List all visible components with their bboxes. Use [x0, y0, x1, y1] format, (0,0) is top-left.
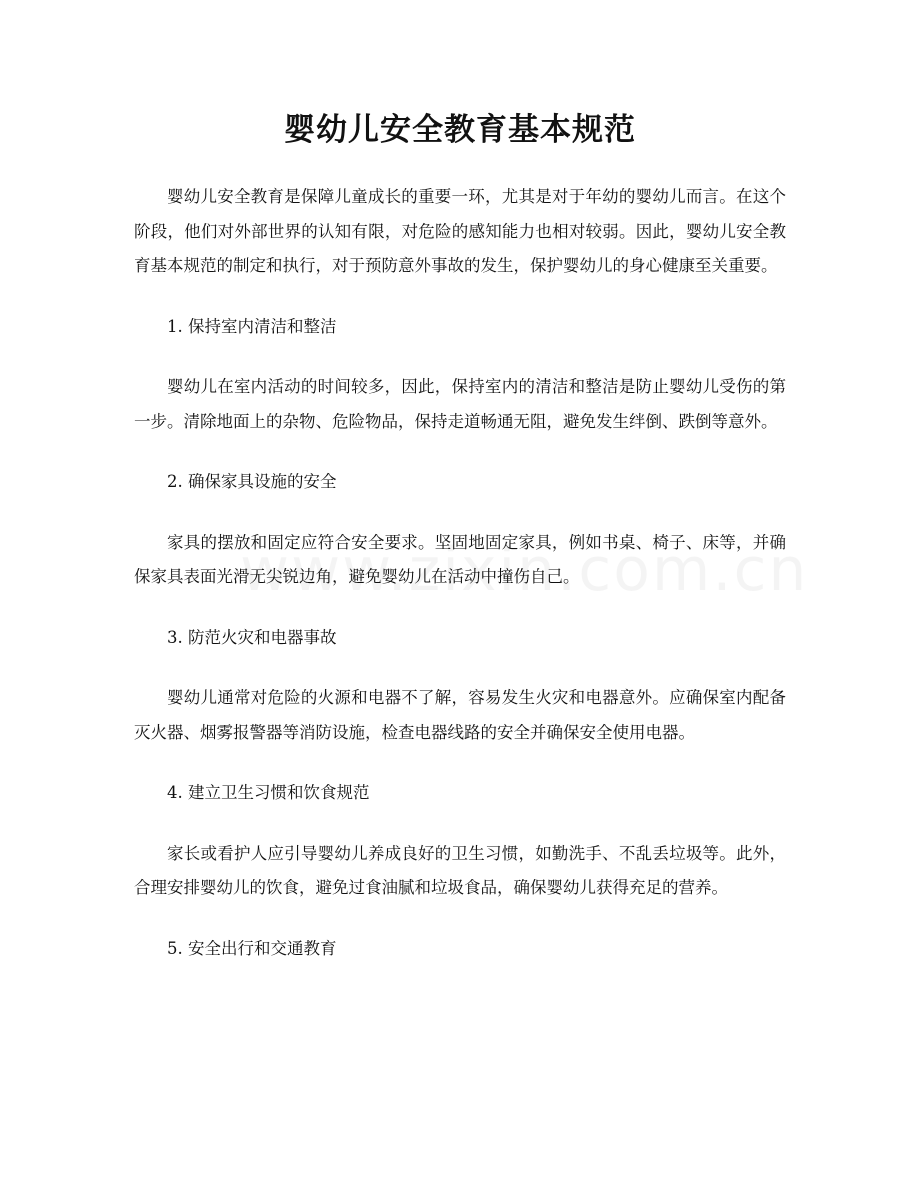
section-heading-1: 1. 保持室内清洁和整洁 — [167, 316, 337, 336]
document-body — [134, 180, 786, 992]
document-title: 婴幼儿安全教育基本规范 — [284, 112, 636, 148]
section-body-4: 家长或看护人应引导婴幼儿养成良好的卫生习惯，如勤洗手、不乱丢垃圾等。此外，合理安排婴幼儿的饮食，避免过食油腻和垃圾食品，确保婴幼儿获得充足的营养。 — [134, 843, 786, 897]
section-heading-2: 2. 确保家具设施的安全 — [167, 472, 337, 491]
section-body-2: 家具的摆放和固定应符合安全要求。坚固地固定家具，例如书桌、椅子、床等，并确保家具表面光滑无尖锐边角，避免婴幼儿在活动中撞伤自己。 — [134, 532, 786, 586]
section-heading-4: 4. 建立卫生习惯和饮食规范 — [167, 783, 370, 802]
section-body-1: 婴幼儿在室内活动的时间较多，因此，保持室内的清洁和整洁是防止婴幼儿受伤的第一步。清除地面上的杂物、危险物品，保持走道畅通无阻，避免发生绊倒、跌倒等意外。 — [134, 377, 786, 431]
section-body-3: 婴幼儿通常对危险的火源和电器不了解，容易发生火灾和电器意外。应确保室内配备灭火器、烟雾报警器等消防设施，检查电器线路的安全并确保安全使用电器。 — [134, 688, 786, 742]
intro-paragraph: 婴幼儿安全教育是保障儿童成长的重要一环，尤其是对于年幼的婴幼儿而言。在这个阶段，他们对外部世界的认知有限，对危险的感知能力也相对较弱。因此，婴幼儿安全教育基本规范的制定和执行，对于预防意外事故的发生，保护婴幼儿的身心健康至关重要。 — [134, 187, 786, 275]
section-heading-3: 3. 防范火灾和电器事故 — [167, 627, 337, 647]
section-heading-5: 5. 安全出行和交通教育 — [167, 938, 337, 958]
